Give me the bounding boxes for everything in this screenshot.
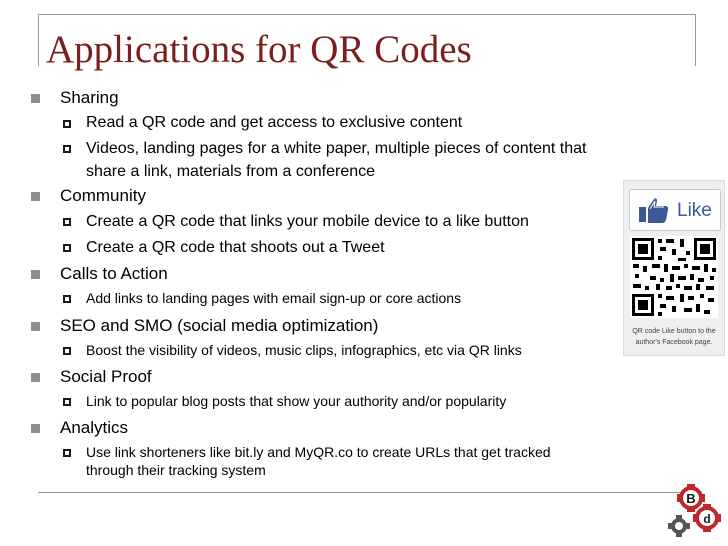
sub-bullet-item: Boost the visibility of videos, music clips, infographics, etc via QR links [86,342,522,358]
sub-bullet-item: Create a QR code that shoots out a Tweet [86,239,385,256]
sub-bullet-marker [63,449,73,459]
bd-logo [667,484,725,544]
like-button[interactable] [629,189,721,231]
sub-bullet-item: Use link shorteners like bit.ly and MyQR.co to create URLs that get tracked [86,444,551,460]
sub-bullet-item: Link to popular blog posts that show your authority and/or popularity [86,393,507,409]
like-button-label: Like [677,200,712,221]
thumbs-up-icon [636,195,672,225]
logo-letter-d: d [703,512,711,526]
sub-bullet-item: Read a QR code and get access to exclusive content [86,114,463,131]
bullet-calls-to-action: Calls to Action [60,264,168,283]
sub-bullet-item: Videos, landing pages for a white paper, multiple pieces of content that [86,140,587,157]
sub-bullet-item-continued: share a link, materials from a conference [86,163,376,180]
bullet-social-proof: Social Proof [60,367,152,386]
bullet-analytics: Analytics [60,418,129,437]
slide-title: Applications for QR Codes [46,28,472,71]
sub-bullet-marker [63,244,73,254]
qr-code-image [630,236,718,318]
logo-letter-b: B [686,491,696,506]
sub-bullet-marker [63,145,73,155]
bullet-marker [31,94,40,103]
bullet-marker [31,424,40,433]
sub-bullet-item: Add links to landing pages with email sign-up or core actions [86,290,462,306]
sub-bullet-marker [63,295,73,305]
facebook-like-qr-card [623,180,725,356]
qr-caption-line: QR code Like button to the [632,328,716,335]
sub-bullet-item: Create a QR code that links your mobile device to a like button [86,213,529,230]
bullet-sharing: Sharing [60,88,119,107]
sub-bullet-marker [63,120,73,130]
bullet-community: Community [60,186,146,205]
bullet-seo-smo: SEO and SMO (social media optimization) [60,316,379,335]
bullet-marker [31,373,40,382]
qr-caption-line: author's Facebook page. [635,339,713,346]
bullet-marker [31,322,40,331]
qr-caption [626,326,722,348]
sub-bullet-item-continued: through their tracking system [86,462,266,478]
sub-bullet-marker [63,398,73,408]
sub-bullet-marker [63,218,73,228]
bullet-marker [31,270,40,279]
bullet-marker [31,192,40,201]
sub-bullet-marker [63,347,73,357]
